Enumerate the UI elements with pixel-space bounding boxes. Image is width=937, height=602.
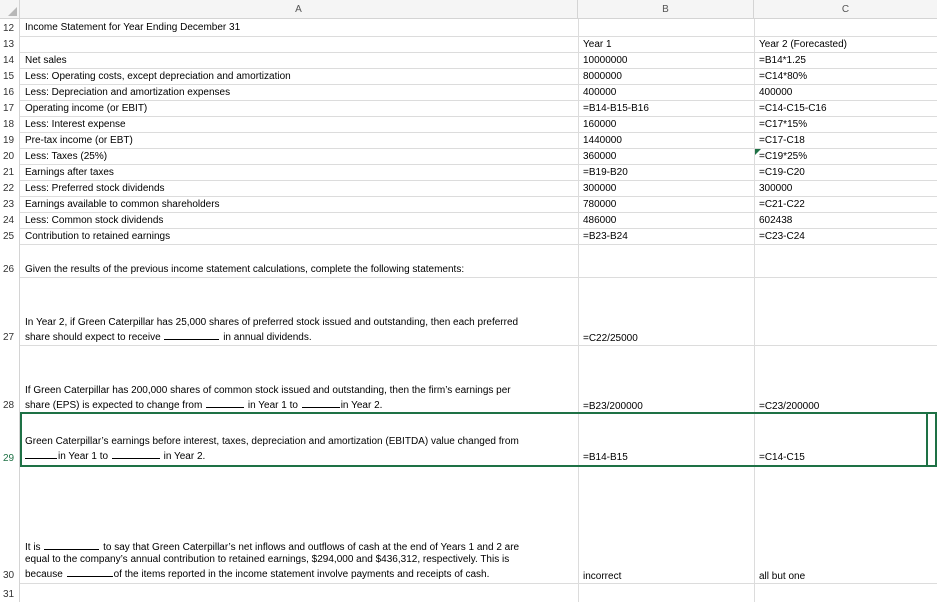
answer-blank [206, 397, 244, 408]
row-header-27[interactable] [0, 277, 20, 345]
gridline-horizontal [20, 277, 937, 278]
cell-a18[interactable]: Less: Interest expense [25, 119, 126, 130]
row-number: 19 [3, 135, 15, 146]
text: in annual dividends. [223, 332, 312, 343]
gridline-horizontal [20, 100, 937, 101]
cell-a14[interactable]: Net sales [25, 55, 67, 66]
cell-a30-line3 [25, 566, 519, 581]
row-header-29[interactable] [0, 413, 20, 466]
row-number: 16 [3, 87, 15, 98]
row-number: 12 [3, 23, 15, 34]
cell-b20[interactable]: 360000 [583, 151, 617, 162]
cell-a25[interactable]: Contribution to retained earnings [25, 231, 171, 242]
text: of the items reported in the income statement involve payments and receipts of cash. [113, 569, 490, 580]
row-header-17[interactable] [0, 100, 20, 116]
cell-b16[interactable]: 400000 [583, 87, 617, 98]
column-header-c[interactable]: C [754, 0, 937, 19]
cell-b30[interactable]: incorrect [583, 571, 622, 582]
gridline-horizontal [20, 345, 937, 346]
row-number: 28 [3, 400, 15, 411]
cell-a27-line1: In Year 2, if Green Caterpillar has 25,000 shares of preferred stock issued and outstanding, then each preferred [25, 317, 519, 328]
gridline-vertical [754, 19, 755, 602]
row-number: 18 [3, 119, 15, 130]
row-header-28[interactable] [0, 345, 20, 413]
cell-c24[interactable]: 602438 [759, 215, 793, 226]
row-number: 17 [3, 103, 15, 114]
cell-a12[interactable]: Income Statement for Year Ending December 31 [25, 22, 241, 33]
row-number: 25 [3, 231, 15, 242]
row-number: 27 [3, 332, 15, 343]
cell-b25[interactable]: =B23-B24 [583, 231, 628, 242]
gridline-horizontal [20, 180, 937, 181]
selection-right-handle[interactable] [926, 412, 937, 467]
text: share (EPS) is expected to change from [25, 400, 203, 411]
cell-a28[interactable] [25, 385, 511, 412]
cell-c17[interactable]: =C14-C15-C16 [759, 103, 827, 114]
text: to say that Green Caterpillar’s net inflows and outflows of cash at the end of Years 1 and 2 are [103, 542, 520, 553]
row-number: 29 [3, 453, 15, 464]
cell-a24[interactable]: Less: Common stock dividends [25, 215, 164, 226]
cell-c23[interactable]: =C21-C22 [759, 199, 805, 210]
cell-a26[interactable]: Given the results of the previous income statement calculations, complete the following statements: [25, 264, 465, 275]
cell-c14[interactable]: =B14*1.25 [759, 55, 806, 66]
cell-c21[interactable]: =C19-C20 [759, 167, 805, 178]
cell-c22[interactable]: 300000 [759, 183, 793, 194]
text: in Year 1 to [247, 400, 298, 411]
row-number: 15 [3, 71, 15, 82]
select-all-corner[interactable] [0, 0, 20, 19]
cell-a30[interactable] [25, 539, 519, 581]
cell-a27[interactable] [25, 317, 518, 344]
cell-a30-line2: equal to the company’s annual contribution to retained earnings, $294,000 and $436,312, respectively. This is [25, 554, 510, 565]
cell-a27-line2 [25, 329, 518, 344]
gridline-horizontal [20, 68, 937, 69]
cell-b27[interactable]: =C22/25000 [583, 333, 638, 344]
gridline-horizontal [20, 228, 937, 229]
cell-c13[interactable]: Year 2 (Forecasted) [759, 39, 848, 50]
row-header-21[interactable] [0, 164, 20, 180]
column-header-b[interactable]: B [578, 0, 754, 19]
row-29-selection [20, 412, 937, 467]
row-number: 24 [3, 215, 15, 226]
gridline-horizontal [20, 212, 937, 213]
text: share should expect to receive [25, 332, 161, 343]
cell-a21[interactable]: Earnings after taxes [25, 167, 114, 178]
answer-blank [302, 397, 340, 408]
column-header-a[interactable]: A [20, 0, 578, 19]
cell-b14[interactable]: 10000000 [583, 55, 628, 66]
row-header-14[interactable] [0, 52, 20, 68]
row-header-16[interactable] [0, 84, 20, 100]
row-number: 30 [3, 570, 15, 581]
cell-b24[interactable]: 486000 [583, 215, 617, 226]
cell-a23[interactable]: Earnings available to common shareholders [25, 199, 220, 210]
row-number: 13 [3, 39, 15, 50]
text: It is [25, 542, 41, 553]
cell-a29-line1: Green Caterpillar’s earnings before interest, taxes, depreciation and amortization (EBITDA) value changed from [25, 436, 519, 447]
cell-a28-line2 [25, 397, 511, 412]
cell-b18[interactable]: 160000 [583, 119, 617, 130]
cell-a15[interactable]: Less: Operating costs, except depreciation and amortization [25, 71, 291, 82]
cell-c29[interactable]: =C14-C15 [759, 452, 805, 463]
cell-a20[interactable]: Less: Taxes (25%) [25, 151, 108, 162]
answer-blank [164, 329, 219, 340]
row-header-26[interactable] [0, 244, 20, 277]
select-all-triangle-icon [8, 7, 17, 16]
gridline-horizontal [20, 52, 937, 53]
cell-b22[interactable]: 300000 [583, 183, 617, 194]
gridline-horizontal [20, 244, 937, 245]
row-number: 14 [3, 55, 15, 66]
cell-c30[interactable]: all but one [759, 571, 806, 582]
row-header-18[interactable] [0, 116, 20, 132]
gridline-horizontal [20, 36, 937, 37]
cell-a22[interactable]: Less: Preferred stock dividends [25, 183, 165, 194]
text: because [25, 569, 63, 580]
gridline-horizontal [20, 132, 937, 133]
cell-b15[interactable]: 8000000 [583, 71, 622, 82]
row-number: 23 [3, 199, 15, 210]
cell-b23[interactable]: 780000 [583, 199, 617, 210]
cell-c25[interactable]: =C23-C24 [759, 231, 805, 242]
row-header-12[interactable] [0, 19, 20, 36]
row-number: 26 [3, 264, 15, 275]
cell-c19[interactable]: =C17-C18 [759, 135, 805, 146]
row-number: 31 [3, 589, 15, 600]
gridline-horizontal [20, 148, 937, 149]
cell-b17[interactable]: =B14-B15-B16 [583, 103, 649, 114]
cell-b21[interactable]: =B19-B20 [583, 167, 628, 178]
row-header-15[interactable] [0, 68, 20, 84]
cell-c20[interactable]: =C19*25% [759, 151, 808, 162]
cell-b29[interactable]: =B14-B15 [583, 452, 628, 463]
row-header-19[interactable] [0, 132, 20, 148]
row-number: 20 [3, 151, 15, 162]
cell-c28[interactable]: =C23/200000 [759, 401, 820, 412]
answer-blank [67, 566, 113, 577]
cell-a19[interactable]: Pre-tax income (or EBT) [25, 135, 133, 146]
cell-b13[interactable]: Year 1 [583, 39, 612, 50]
row-header-23[interactable] [0, 196, 20, 212]
gridline-horizontal [20, 116, 937, 117]
cell-c15[interactable]: =C14*80% [759, 71, 808, 82]
gridline-horizontal [20, 84, 937, 85]
row-number: 21 [3, 167, 15, 178]
cell-c18[interactable]: =C17*15% [759, 119, 808, 130]
gridline-horizontal [20, 196, 937, 197]
gridline-vertical [578, 19, 579, 602]
cell-b28[interactable]: =B23/200000 [583, 401, 643, 412]
text: in Year 2. [163, 451, 206, 462]
cell-a17[interactable]: Operating income (or EBIT) [25, 103, 148, 114]
gridline-horizontal [20, 164, 937, 165]
cell-b19[interactable]: 1440000 [583, 135, 622, 146]
row-header-25[interactable] [0, 228, 20, 244]
gridline-horizontal [20, 583, 937, 584]
row-header-31[interactable] [0, 583, 20, 602]
cell-a16[interactable]: Less: Depreciation and amortization expenses [25, 87, 231, 98]
row-header-13[interactable] [0, 36, 20, 52]
text: in Year 2. [340, 400, 383, 411]
row-header-20[interactable] [0, 148, 20, 164]
row-header-22[interactable] [0, 180, 20, 196]
text: in Year 1 to [58, 451, 109, 462]
answer-blank [44, 539, 99, 550]
row-number: 22 [3, 183, 15, 194]
row-header-24[interactable] [0, 212, 20, 228]
cell-c16[interactable]: 400000 [759, 87, 793, 98]
cell-a28-line1: If Green Caterpillar has 200,000 shares of common stock issued and outstanding, then the firm’s earnings per [25, 385, 511, 396]
row-header-30[interactable] [0, 466, 20, 583]
cell-a30-line1 [25, 539, 519, 554]
